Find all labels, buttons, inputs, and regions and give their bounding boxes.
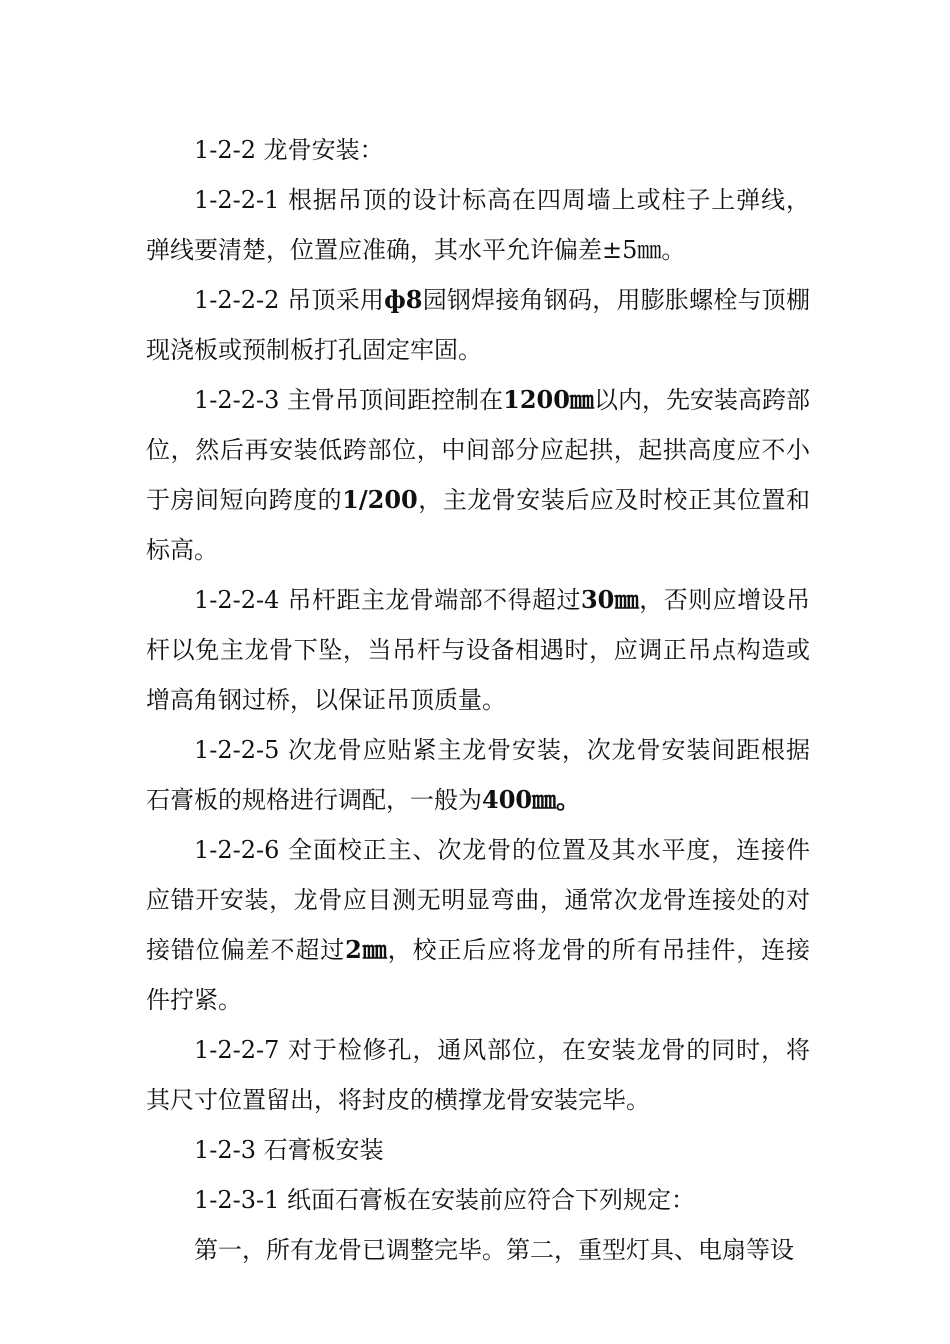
bold-run: 30㎜ [580,585,640,614]
paragraph-1-2-2-6 [146,825,810,1025]
paragraph-1-2-2-5 [146,725,810,825]
text-run: 以内，先安装高跨部位，然后再安装低跨部位，中间部分应起拱，起拱高度应不小于房间短向跨度的 [146,386,810,514]
text-run: 1-2-2-5 次龙骨应贴紧主龙骨安装，次龙骨安装间距根据石膏板的规格进行调配，一般为 [146,736,810,814]
paragraph-1-2-2-2 [146,275,810,375]
bold-run: 1/200 [342,485,418,514]
heading-keel-installation: 1-2-2 龙骨安装： [194,136,384,164]
paragraph-requirements: 第一，所有龙骨已调整完毕。第二，重型灯具、电扇等设 [194,1236,794,1264]
bold-run: 1200㎜ [503,385,594,414]
text-run: 1-2-2-4 吊杆距主龙骨端部不得超过 [194,586,581,614]
paragraph-1-2-3-1: 1-2-3-1 纸面石膏板在安装前应符合下列规定： [194,1186,696,1214]
bold-run: 400㎜。 [482,785,581,814]
text-run: 1-2-2-2 吊顶采用 [194,286,385,314]
text-run: 1-2-2-3 主骨吊顶间距控制在 [194,386,504,414]
bold-run: ф8 [384,285,423,314]
text-run: ，校正后应将龙骨的所有吊挂件，连接件拧紧。 [146,936,811,1014]
text-run: ，否则应增设吊杆以免主龙骨下坠，当吊杆与设备相遇时，应调正吊点构造或增高角钢过桥，以保证吊顶质量。 [146,586,810,714]
paragraph-1-2-2-7: 1-2-2-7 对于检修孔，通风部位，在安装龙骨的同时，将其尺寸位置留出，将封皮的横撑龙骨安装完毕。 [146,1036,810,1114]
text-run: 1-2-2-6 全面校正主、次龙骨的位置及其水平度，连接件应错开安装，龙骨应目测无明显弯曲，通常次龙骨连接处的对接错位偏差不超过 [146,836,810,964]
text-run: 园钢焊接角钢码，用膨胀螺栓与顶棚现浇板或预制板打孔固定牢固。 [146,286,810,364]
paragraph-1-2-2-3 [146,375,810,575]
text-run: ，主龙骨安装后应及时校正其位置和标高。 [146,486,811,564]
paragraph-1-2-2-4 [146,575,810,725]
document-body [146,125,810,1275]
bold-run: 2㎜ [345,935,388,964]
heading-gypsum-board-installation: 1-2-3 石膏板安装 [194,1136,384,1164]
paragraph-1-2-2-1: 1-2-2-1 根据吊顶的设计标高在四周墙上或柱子上弹线，弹线要清楚，位置应准确，其水平允许偏差±5㎜。 [146,186,810,264]
